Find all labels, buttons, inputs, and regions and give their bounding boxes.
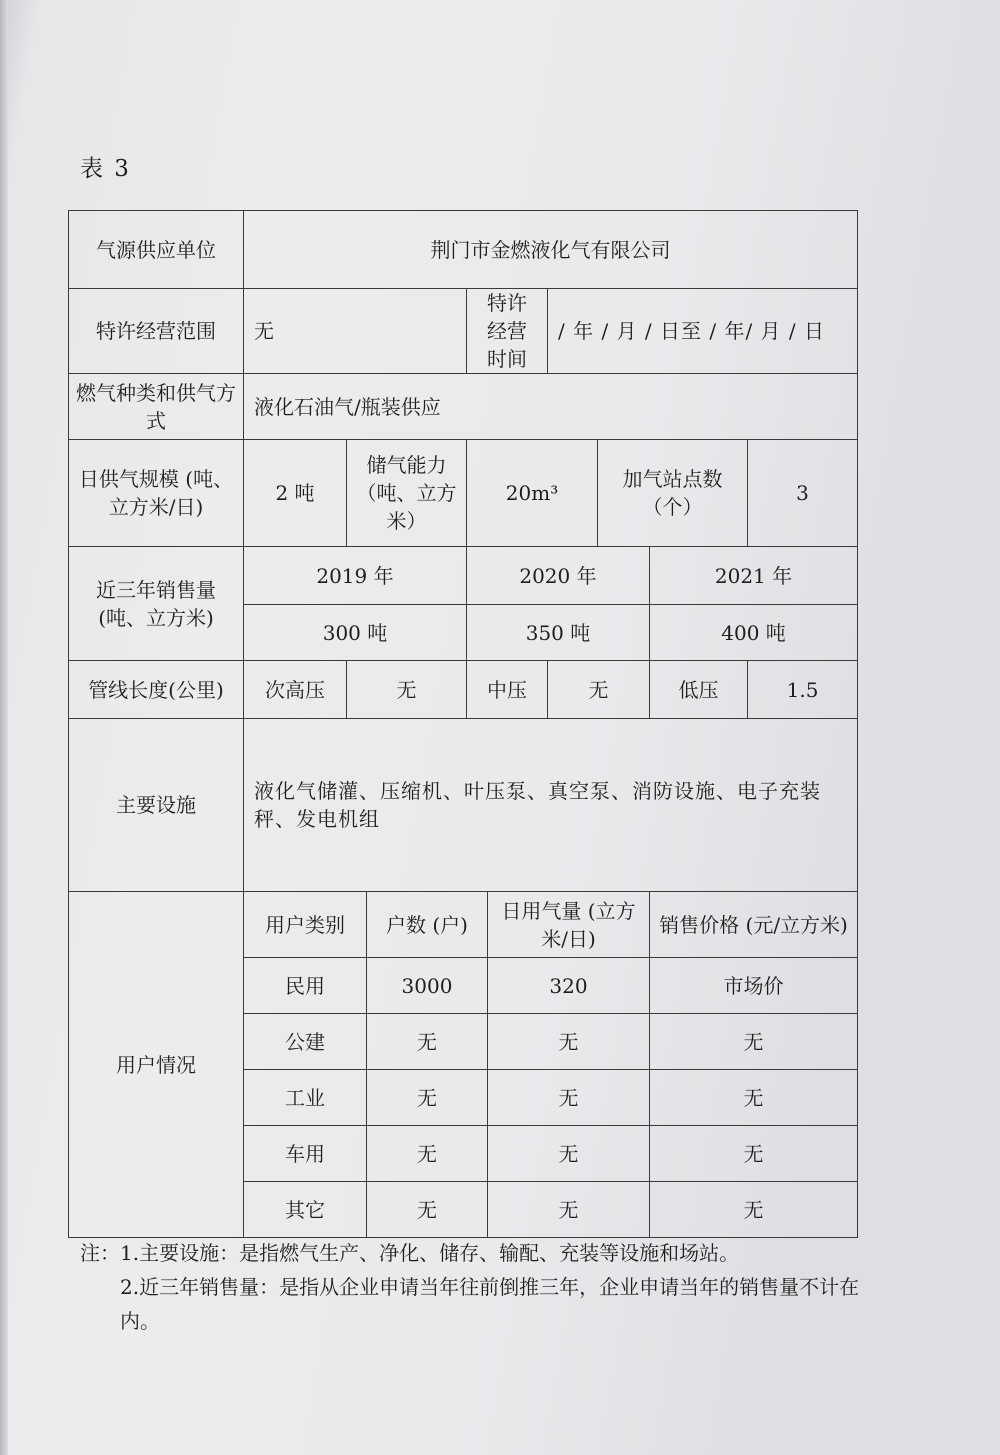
users-label: 用户情况: [69, 892, 244, 1238]
table-notes: [80, 1236, 860, 1338]
pipeline-low-label: 低压: [650, 661, 748, 719]
sales-value-2021: 400 吨: [650, 605, 858, 661]
users-header-households: 户数 (户): [367, 892, 488, 958]
gas-enterprise-form-table: [68, 210, 858, 1238]
pipeline-sub-high-label: 次高压: [244, 661, 347, 719]
daily-supply-label: 日供气规模 (吨、立方米/日): [69, 440, 244, 547]
user-daily-gas-cell: 无: [488, 1014, 650, 1070]
station-count-value: 3: [748, 440, 858, 547]
gas-supply-label: 气源供应单位: [69, 211, 244, 289]
sales-value-2019: 300 吨: [244, 605, 467, 661]
user-category-cell: 民用: [244, 958, 367, 1014]
user-price-cell: 无: [650, 1126, 858, 1182]
user-daily-gas-cell: 无: [488, 1126, 650, 1182]
row-franchise: [69, 289, 858, 374]
row-gas-supply: [69, 211, 858, 289]
user-daily-gas-cell: 无: [488, 1070, 650, 1126]
gas-type-value: 液化石油气/瓶装供应: [244, 374, 858, 440]
row-users-header: [69, 892, 858, 958]
sales-year-2021: 2021 年: [650, 547, 858, 605]
row-facilities: [69, 719, 858, 892]
pipeline-medium-value: 无: [548, 661, 650, 719]
franchise-scope-value: 无: [244, 289, 467, 374]
user-households-cell: 无: [367, 1182, 488, 1238]
sales-year-2019: 2019 年: [244, 547, 467, 605]
user-price-cell: 无: [650, 1014, 858, 1070]
page-binding-edge: [0, 0, 8, 1455]
note-2: 2.近三年销售量：是指从企业申请当年往前倒推三年，企业申请当年的销售量不计在内。: [120, 1275, 860, 1333]
table-label: 表 3: [80, 156, 131, 182]
pipeline-sub-high-value: 无: [347, 661, 467, 719]
pipeline-label: 管线长度(公里): [69, 661, 244, 719]
user-category-cell: 公建: [244, 1014, 367, 1070]
user-daily-gas-cell: 无: [488, 1182, 650, 1238]
pipeline-medium-label: 中压: [467, 661, 548, 719]
user-households-cell: 无: [367, 1070, 488, 1126]
sales-value-2020: 350 吨: [467, 605, 650, 661]
pipeline-low-value: 1.5: [748, 661, 858, 719]
user-price-cell: 无: [650, 1182, 858, 1238]
franchise-time-label: 特许经营时间: [467, 289, 548, 374]
storage-capacity-value: 20m³: [467, 440, 598, 547]
sales-year-2020: 2020 年: [467, 547, 650, 605]
user-households-cell: 3000: [367, 958, 488, 1014]
user-price-cell: 无: [650, 1070, 858, 1126]
franchise-time-value: / 年 / 月 / 日至 / 年/ 月 / 日: [548, 289, 858, 374]
gas-type-label: 燃气种类和供气方式: [69, 374, 244, 440]
storage-capacity-label: 储气能力（吨、立方米）: [347, 440, 467, 547]
user-category-cell: 其它: [244, 1182, 367, 1238]
daily-supply-value: 2 吨: [244, 440, 347, 547]
users-header-daily-gas: 日用气量 (立方米/日): [488, 892, 650, 958]
user-daily-gas-cell: 320: [488, 958, 650, 1014]
users-header-price: 销售价格 (元/立方米): [650, 892, 858, 958]
row-pipeline: [69, 661, 858, 719]
row-sales-years: [69, 547, 858, 605]
user-category-cell: 车用: [244, 1126, 367, 1182]
user-households-cell: 无: [367, 1126, 488, 1182]
users-header-category: 用户类别: [244, 892, 367, 958]
station-count-label: 加气站点数（个）: [598, 440, 748, 547]
user-price-cell: 市场价: [650, 958, 858, 1014]
note-1: 注：1.主要设施：是指燃气生产、净化、储存、输配、充装等设施和场站。: [80, 1241, 740, 1265]
sales-label: 近三年销售量 (吨、立方米): [69, 547, 244, 661]
user-households-cell: 无: [367, 1014, 488, 1070]
franchise-scope-label: 特许经营范围: [69, 289, 244, 374]
facilities-value: 液化气储灌、压缩机、叶压泵、真空泵、消防设施、电子充装秤、发电机组: [244, 719, 858, 892]
row-daily-supply: [69, 440, 858, 547]
gas-supply-value: 荆门市金燃液化气有限公司: [244, 211, 858, 289]
facilities-label: 主要设施: [69, 719, 244, 892]
user-category-cell: 工业: [244, 1070, 367, 1126]
row-gas-type: [69, 374, 858, 440]
